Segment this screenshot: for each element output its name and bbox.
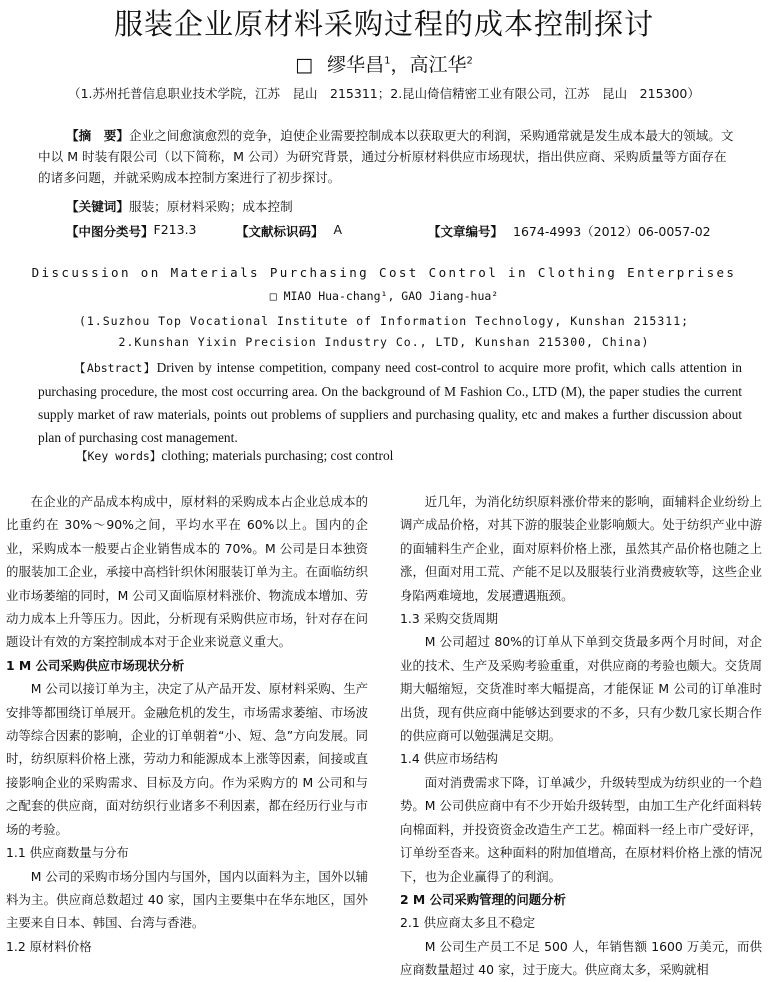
body-paragraph: 近几年，为消化纺织原料涨价带来的影响，面辅料企业纷纷上调产成品价格，对其下游的服装企业影响颇大。处于纺织产业中游的面辅料生产企业，面对原料价格上涨，虽然其产品价格也随之上涨，但面对用工荒、产能不足以及服装行业消费疲软等，这些企业身陷两难境地，发展遭遇瓶颈。	[400, 494, 762, 603]
author-1: 缪华昌	[327, 54, 385, 76]
subsection-heading: 1.3 采购交货周期	[400, 611, 498, 627]
clc-value: F213.3	[153, 222, 197, 237]
keywords-label: 【关键词】	[66, 199, 129, 214]
section-heading: 2 M 公司采购管理的问题分析	[400, 891, 566, 907]
author-2: 高江华	[409, 54, 467, 76]
english-abstract-label: 【Abstract】	[74, 361, 157, 375]
keywords-block	[38, 196, 738, 217]
affiliation: （1.苏州托普信息职业技术学院，江苏 昆山 215311；2.昆山倚信精密工业有限公司，江苏 昆山 215300）	[68, 86, 700, 101]
body-paragraph: 面对消费需求下降，订单减少，升级转型成为纺织业的一个趋势。M 公司供应商中有不少开始升级转型，由加工生产化纤面料转向棉面料，并投资资金改造生产工艺。棉面料一经上市广受好评，订单纷至沓来。这种面料的附加值增高，在原材料价格上涨的情况下，也为企业赢得了的利润。	[400, 774, 762, 884]
section-heading: 1 M 公司采购供应市场现状分析	[6, 657, 185, 673]
abstract-block	[38, 125, 738, 188]
body-paragraph: M 公司生产员工不足 500 人，年销售额 1600 万美元，而供应商数量超过 40 家，过于庞大。供应商太多，采购就相	[400, 938, 762, 978]
english-title: Discussion on Materials Purchasing Cost Control in Clothing Enterprises	[31, 265, 737, 280]
english-affiliation-2: 2.Kunshan Yixin Precision Industry Co., LTD, Kunshan 215300, China)	[118, 335, 650, 349]
body-paragraph: 在企业的产品成本构成中，原材料的采购成本占企业总成本的比重约在 30%～90%之间，平均水平在 60%以上。国内的企业，采购成本一般要占企业销售成本的 70%。M 公司是日本独资的服装加工企业，承接中高档针织休闲服装订单为主。在面临纺织业市场萎缩的同时，M 公司又面临原材料涨价、物流成本增加、劳动力成本上升等压力。因此，分析现有采购供应市场，针对存在问题设计有效的方案控制成本对于企业来说意义重大。	[6, 494, 368, 650]
subsection-heading: 1.2 原材料价格	[6, 938, 92, 954]
subsection-heading: 1.4 供应市场结构	[400, 751, 498, 767]
english-keywords	[76, 448, 393, 464]
english-keywords-label: 【Key words】	[76, 449, 162, 463]
body-column-left	[6, 490, 368, 958]
body-paragraph: M 公司超过 80%的订单从下单到交货最多两个月时间，对企业的技术、生产及采购考验重重，对供应商的考验也颇大。交货周期大幅缩短，交货准时率大幅提高，才能保证 M 公司的订单准时出货，现有供应商中能够达到要求的不多，只有少数几家长期合作的供应商可以勉强满足交期。	[400, 634, 762, 744]
english-abstract-text: Driven by intense competition, company need cost-control to acquire more profit, which calls attention in purchasing procedure, the most cost occurring area. On the background of M Fashion Co., LTD (M), the paper studies the current supply market of raw materials, points out problems of suppliers and purchasing quality, etc and makes a further discussion about plan of purchasing cost management.	[38, 360, 742, 445]
body-column-right	[400, 490, 762, 982]
article-number-label: 【文章编号】	[428, 224, 504, 239]
english-authors: □ MIAO Hua-chang¹, GAO Jiang-hua²	[269, 289, 499, 303]
english-keywords-text: clothing; materials purchasing; cost control	[161, 448, 394, 463]
author-2-sup: 2	[466, 55, 473, 67]
author-box-glyph: □	[295, 54, 314, 76]
subsection-heading: 2.1 供应商太多且不稳定	[400, 915, 536, 931]
clc-label: 【中图分类号】	[66, 224, 154, 239]
abstract-label: 【摘 要】	[66, 128, 129, 143]
english-abstract	[38, 356, 742, 449]
doc-code-label: 【文献标识码】	[236, 224, 324, 239]
subsection-heading: 1.1 供应商数量与分布	[6, 845, 129, 861]
article-number-value: 1674-4993（2012）06-0057-02	[513, 224, 711, 239]
keywords-text: 服装；原材料采购；成本控制	[128, 199, 293, 214]
author-separator: ，	[390, 54, 410, 76]
author-1-sup: 1	[384, 55, 391, 67]
body-paragraph: M 公司以接订单为主，决定了从产品开发、原材料采购、生产安排等都围绕订单展开。金融危机的发生，市场需求萎缩、市场波动等综合因素的影响，企业的订单朝着“小、短、急”方向发展。同时，纺织原料价格上涨，劳动力和能源成本上涨等因素，间接或直接影响企业的采购需求、目标及方向。作为采购方的 M 公司和与之配套的供应商，面对纺织行业诸多不利因素，都在经历行业与市场的考验。	[6, 681, 368, 837]
paper-title: 服装企业原材料采购过程的成本控制探讨	[113, 7, 654, 41]
author-line	[0, 50, 768, 77]
body-paragraph: M 公司的采购市场分国内与国外，国内以面料为主，国外以辅料为主。供应商总数超过 40 家，国内主要集中在华东地区，国外主要来自日本、韩国、台湾与香港。	[6, 868, 368, 931]
english-affiliation-1: (1.Suzhou Top Vocational Institute of Information Technology, Kunshan 215311;	[78, 314, 690, 328]
abstract-text: 企业之间愈演愈烈的竞争，迫使企业需要控制成本以获取更大的利润，采购通常就是发生成本最大的领域。文中以 M 时装有限公司（以下简称，M 公司）为研究背景，通过分析原材料供应市场现状，指出供应商、采购质量等方面存在的诸多问题，并就采购成本控制方案进行了初步探讨。	[38, 128, 734, 185]
doc-code-value: A	[333, 222, 343, 237]
